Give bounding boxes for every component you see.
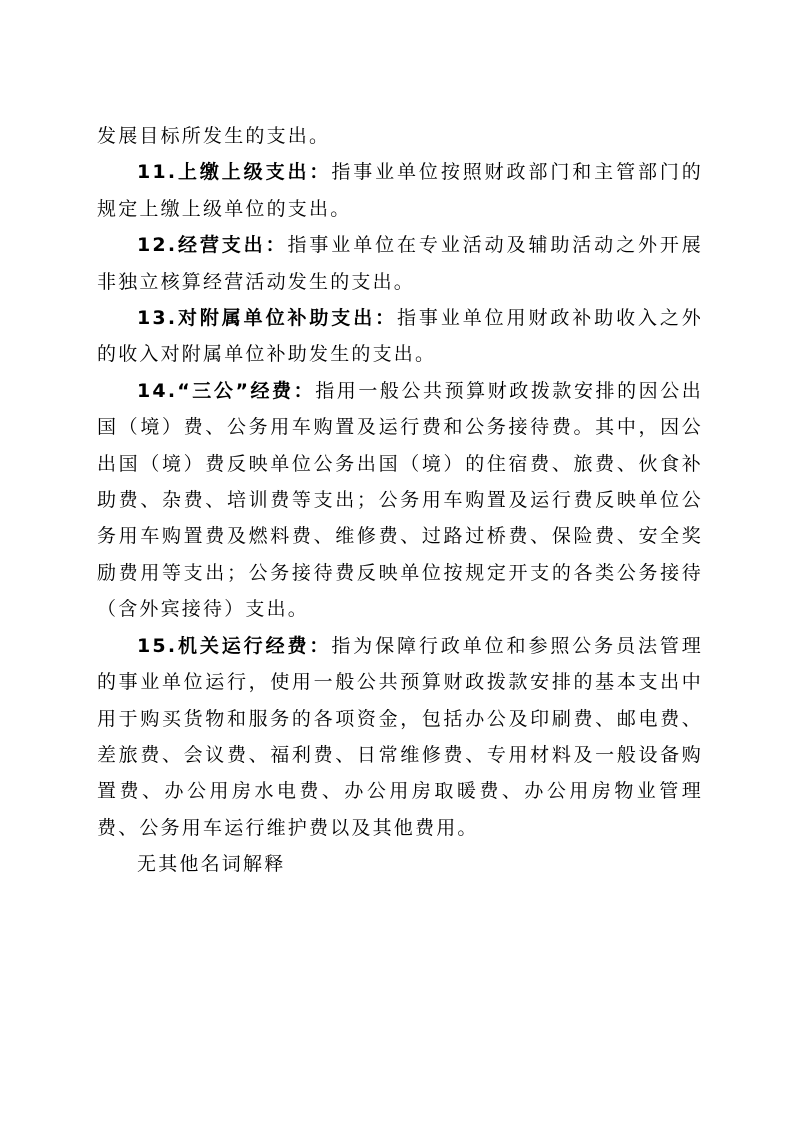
paragraph-item-13 bbox=[97, 300, 703, 373]
term-heading: 13.对附属单位补助支出： bbox=[137, 307, 398, 330]
paragraph-item-14 bbox=[97, 373, 703, 628]
paragraph-closing-note bbox=[97, 846, 703, 882]
paragraph-text: 发展目标所发生的支出。 bbox=[97, 125, 331, 147]
term-definition: 指事业单位按照财政部门和主管部门的规定上缴上级单位的支出。 bbox=[97, 161, 703, 220]
paragraph-item-12 bbox=[97, 227, 703, 300]
term-definition: 指用一般公共预算财政拨款安排的因公出国（境）费、公务用车购置及运行费和公务接待费。其中，因公出国（境）费反映单位公务出国（境）的住宿费、旅费、伙食补助费、杂费、培训费等支出；公务用车购置及运行费反映单位公务用车购置费及燃料费、维修费、过路过桥费、保险费、安全奖励费用等支出；公务接待费反映单位按规定开支的各类公务接待（含外宾接待）支出。 bbox=[97, 379, 703, 621]
term-heading: 15.机关运行经费： bbox=[137, 634, 332, 657]
paragraph-text: 无其他名词解释 bbox=[137, 853, 286, 876]
term-heading: 14.“三公”经费： bbox=[137, 379, 316, 402]
term-heading: 11.上缴上级支出： bbox=[137, 161, 332, 184]
document-body bbox=[97, 118, 703, 883]
paragraph-item-11 bbox=[97, 154, 703, 227]
term-definition: 指事业单位用财政补助收入之外的收入对附属单位补助发生的支出。 bbox=[97, 307, 703, 366]
term-heading: 12.经营支出： bbox=[137, 234, 288, 257]
paragraph-item-15 bbox=[97, 628, 703, 846]
term-definition: 指为保障行政单位和参照公务员法管理的事业单位运行，使用一般公共预算财政拨款安排的基本支出中用于购买货物和服务的各项资金，包括办公及印刷费、邮电费、差旅费、会议费、福利费、日常维修费、专用材料及一般设备购置费、办公用房水电费、办公用房取暖费、办公用房物业管理费、公务用车运行维护费以及其他费用。 bbox=[97, 634, 703, 839]
term-definition: 指事业单位在专业活动及辅助活动之外开展非独立核算经营活动发生的支出。 bbox=[97, 234, 703, 293]
paragraph-continuation bbox=[97, 118, 703, 154]
